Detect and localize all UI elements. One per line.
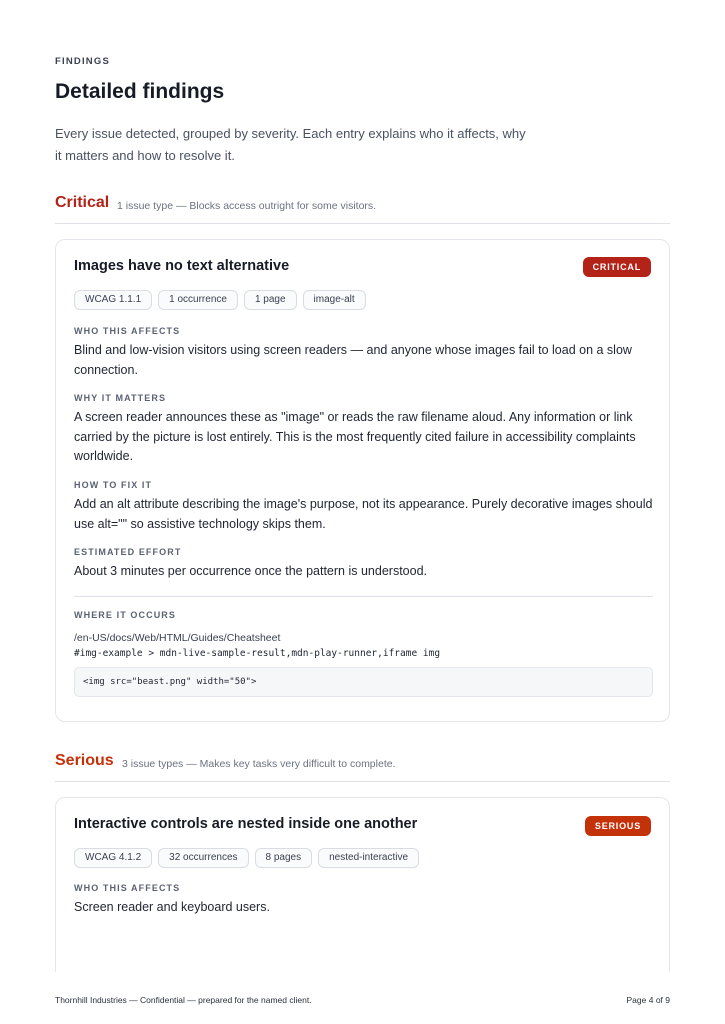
who-text: Blind and low-vision visitors using screen readers — and anyone whose images fail to load on a slow connection.: [74, 343, 632, 377]
location-url: /en-US/docs/Web/HTML/Guides/Cheatsheet: [74, 632, 281, 644]
page-title: Detailed findings: [55, 80, 225, 103]
finding-title: Interactive controls are nested inside one another: [74, 816, 418, 832]
who-label: WHO THIS AFFECTS: [74, 326, 181, 336]
footer-page-number: Page 4 of 9: [626, 995, 670, 1005]
severity-summary: 1 issue type — Blocks access outright for some visitors.: [117, 200, 377, 212]
effort-label: ESTIMATED EFFORT: [74, 547, 182, 557]
tag-chip: 32 occurrences: [158, 848, 248, 868]
severity-summary: 3 issue types — Makes key tasks very difficult to complete.: [122, 758, 396, 770]
intro-paragraph: Every issue detected, grouped by severity. Each entry explains who it affects, why it matters and how to resolve it.: [55, 126, 526, 163]
where-label: WHERE IT OCCURS: [74, 610, 176, 620]
tag-chip: WCAG 1.1.1: [74, 290, 152, 310]
severity-header-critical: [55, 194, 670, 224]
card-divider: [74, 596, 653, 597]
severity-badge: CRITICAL: [583, 257, 651, 277]
severity-name: Critical: [55, 194, 110, 211]
who-text: Screen reader and keyboard users.: [74, 900, 270, 914]
severity-badge: SERIOUS: [585, 816, 651, 836]
why-label: WHY IT MATTERS: [74, 393, 167, 403]
finding-tags: [74, 848, 419, 868]
why-text: A screen reader announces these as "image" or reads the raw filename aloud. Any information or link carried by the picture is lost entirely. This is the most frequently cited failure in accessibility complaints worldwide.: [74, 410, 636, 463]
section-eyebrow: FINDINGS: [55, 56, 110, 67]
severity-header-serious: [55, 752, 670, 782]
severity-name: Serious: [55, 752, 114, 769]
footer-confidential: Thornhill Industries — Confidential — prepared for the named client.: [55, 995, 312, 1005]
fix-label: HOW TO FIX IT: [74, 480, 153, 490]
location-selector: #img-example > mdn-live-sample-result,mdn-play-runner,iframe img: [74, 648, 441, 659]
finding-tags: [74, 290, 366, 310]
tag-chip: 1 occurrence: [158, 290, 238, 310]
tag-chip: 8 pages: [255, 848, 313, 868]
tag-chip: nested-interactive: [318, 848, 419, 868]
finding-card-nested-interactive: [55, 797, 670, 972]
finding-title: Images have no text alternative: [74, 258, 290, 274]
who-label: WHO THIS AFFECTS: [74, 883, 181, 893]
tag-chip: WCAG 4.1.2: [74, 848, 152, 868]
fix-text: Add an alt attribute describing the image's purpose, not its appearance. Purely decorative images should use alt="" so assistive technology skips them.: [74, 497, 653, 531]
finding-card-image-alt: [55, 239, 670, 722]
code-snippet: <img src="beast.png" width="50">: [74, 667, 653, 697]
tag-chip: 1 page: [244, 290, 297, 310]
effort-text: About 3 minutes per occurrence once the pattern is understood.: [74, 564, 427, 578]
tag-chip: image-alt: [303, 290, 366, 310]
